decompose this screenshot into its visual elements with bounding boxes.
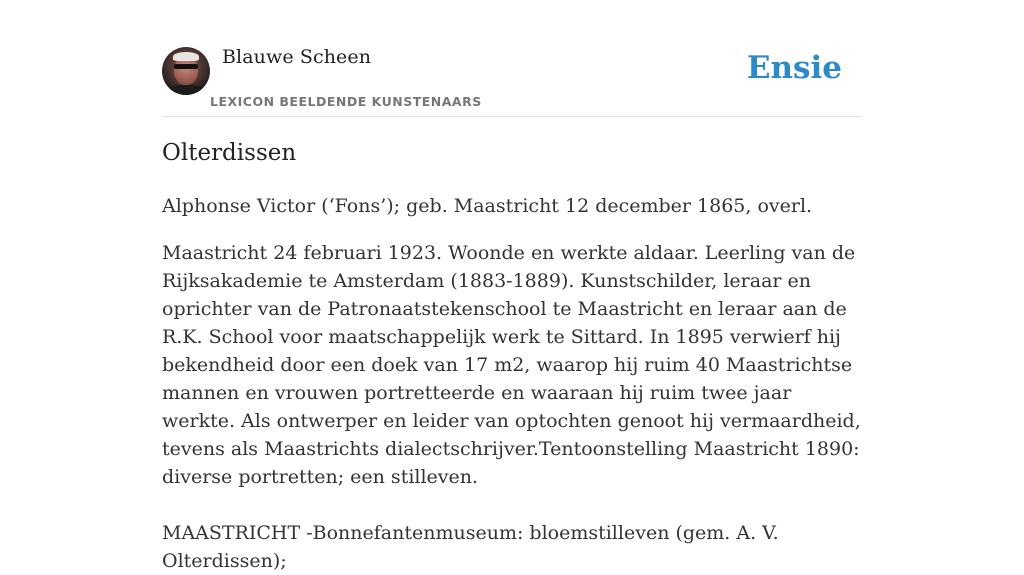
site-logo[interactable]: Ensie <box>746 50 842 86</box>
avatar-hair <box>173 52 199 61</box>
page-header <box>162 0 862 117</box>
article-body <box>162 192 862 575</box>
avatar-shirt <box>166 85 206 95</box>
article-paragraph-1: Alphonse Victor (‘Fons’); geb. Maastricht 12 december 1865, overl. <box>162 195 813 217</box>
article-title: Olterdissen <box>162 140 297 166</box>
section-label[interactable]: LEXICON BEELDENDE KUNSTENAARS <box>210 94 482 109</box>
avatar-glasses <box>174 64 198 69</box>
author-name[interactable]: Blauwe Scheen <box>222 46 372 68</box>
article-paragraph-3: MAASTRICHT -Bonnefantenmuseum: bloemstilleven (gem. A. V. Olterdissen); <box>162 522 779 572</box>
article-paragraph-2: Maastricht 24 februari 1923. Woonde en werkte aldaar. Leerling van de Rijksakademie te Amsterdam (1883-1889). Kunstschilder, leraar en oprichter van de Patronaatstekenschool te Maastricht en leraar aan de R.K. School voor maatschappelijk werk te Sittard. In 1895 verwierf hij bekendheid door een doek van 17 m2, waarop hij ruim 40 Maastrichtse mannen en vrouwen portretteerde en waaraan hij ruim twee jaar werkte. Als ontwerper en leider van optochten genoot hij vermaardheid, tevens als Maastrichts dialectschrijver.Tentoonstelling Maastricht 1890: diverse portretten; een stilleven. <box>162 242 861 488</box>
author-avatar[interactable] <box>162 47 210 95</box>
